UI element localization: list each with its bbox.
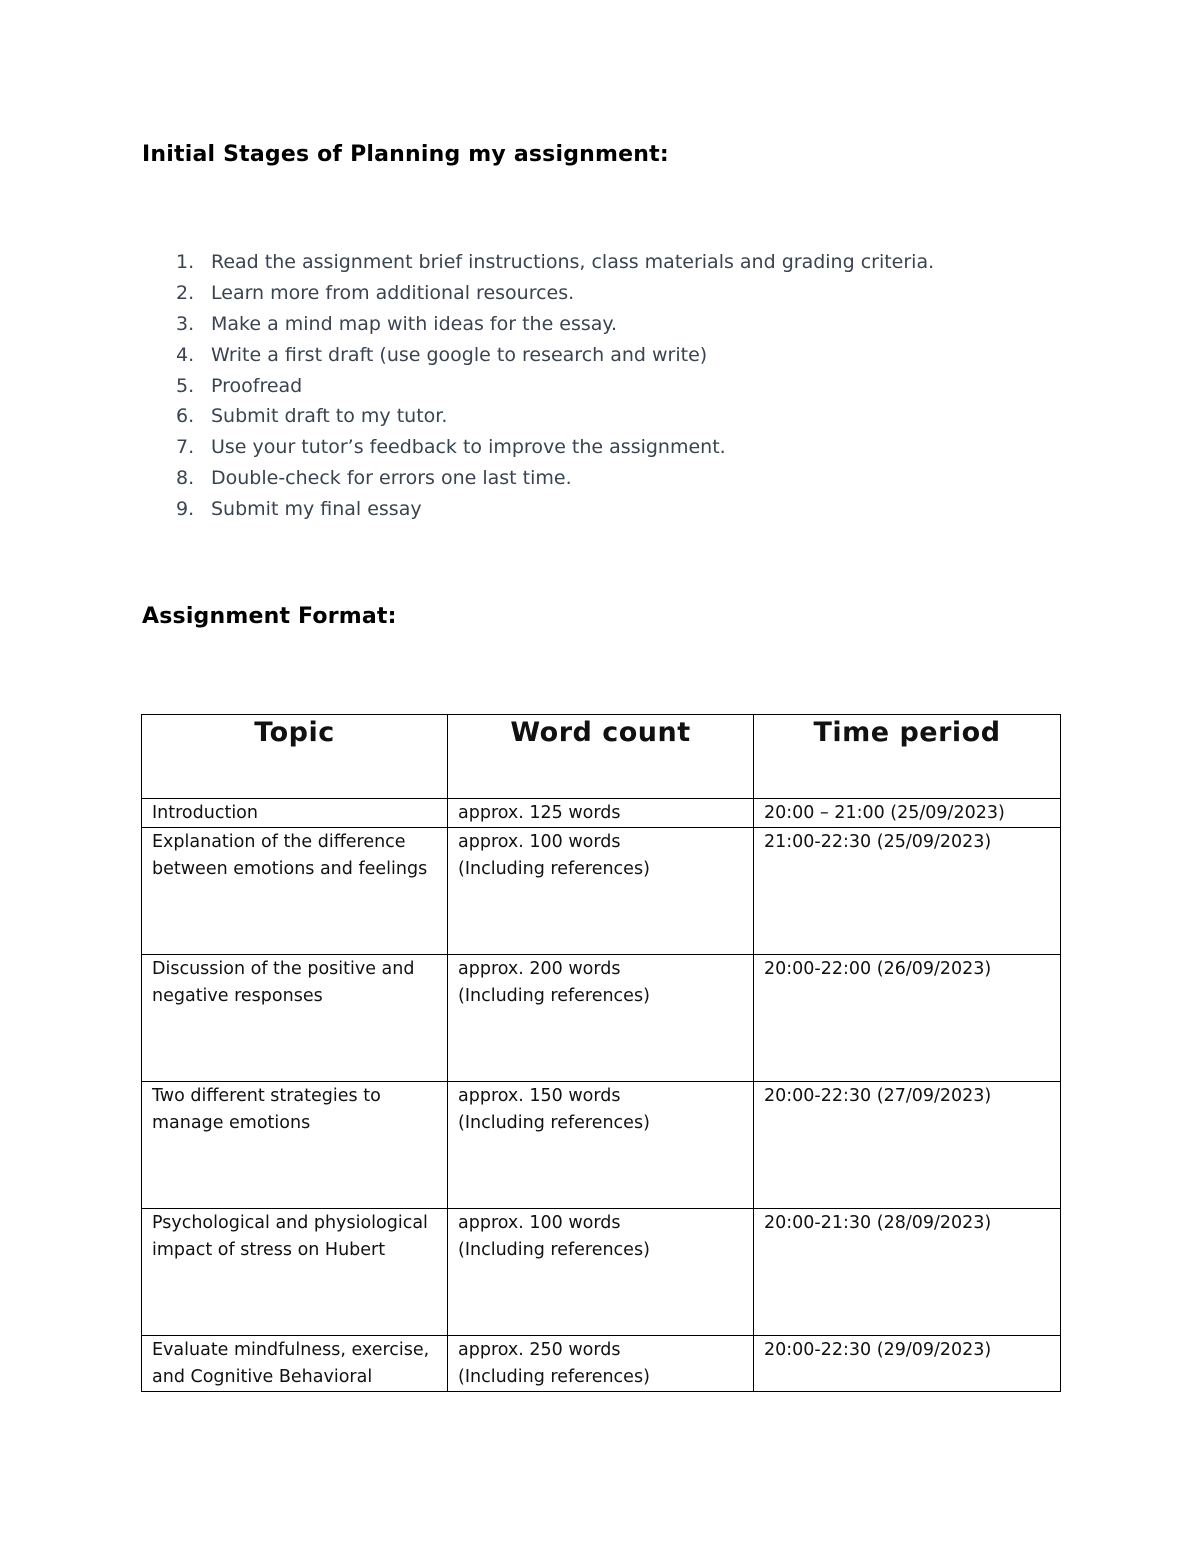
list-item: 3. Make a mind map with ideas for the essay. [176,312,618,335]
time-period-cell: 20:00 – 21:00 (25/09/2023) [754,799,1061,828]
list-item: 6. Submit draft to my tutor. [176,405,448,428]
time-period-cell: 20:00-22:30 (29/09/2023) [754,1336,1061,1392]
word-count-cell: approx. 125 words [448,799,754,828]
table-row [142,1082,1061,1209]
topic-cell: Explanation of the difference between emotions and feelings [142,828,448,955]
list-item: 5. Proofread [176,374,303,397]
list-item: 9. Submit my final essay [176,498,422,521]
word-count-cell: approx. 100 words (Including references) [448,1209,754,1336]
column-header-time-period: Time period [754,715,1061,799]
topic-cell: Evaluate mindfulness, exercise, and Cognitive Behavioral [142,1336,448,1392]
list-item: 2. Learn more from additional resources. [176,281,575,304]
table-header-row [142,715,1061,799]
time-period-cell: 20:00-22:00 (26/09/2023) [754,955,1061,1082]
time-period-cell: 20:00-22:30 (27/09/2023) [754,1082,1061,1209]
table-row [142,799,1061,828]
word-count-cell: approx. 200 words (Including references) [448,955,754,1082]
list-item: 8. Double-check for errors one last time. [176,467,572,490]
topic-cell: Introduction [142,799,448,828]
list-item: 1. Read the assignment brief instructions, class materials and grading criteria. [176,251,935,273]
table-row [142,1209,1061,1336]
word-count-cell: approx. 100 words (Including references) [448,828,754,955]
topic-cell: Discussion of the positive and negative responses [142,955,448,1082]
format-heading: Assignment Format: [142,604,397,629]
planning-heading: Initial Stages of Planning my assignment: [142,142,669,167]
time-period-cell: 20:00-21:30 (28/09/2023) [754,1209,1061,1336]
planning-steps-list [170,247,934,525]
assignment-format-table [141,714,1061,1392]
word-count-cell: approx. 150 words (Including references) [448,1082,754,1209]
column-header-word-count: Word count [448,715,754,799]
list-item: 4. Write a first draft (use google to research and write) [176,343,708,366]
topic-cell: Psychological and physiological impact of stress on Hubert [142,1209,448,1336]
table-row [142,955,1061,1082]
word-count-cell: approx. 250 words (Including references) [448,1336,754,1392]
table-row [142,1336,1061,1392]
time-period-cell: 21:00-22:30 (25/09/2023) [754,828,1061,955]
list-item: 7. Use your tutor’s feedback to improve the assignment. [176,436,726,459]
topic-cell: Two different strategies to manage emotions [142,1082,448,1209]
table-row [142,828,1061,955]
column-header-topic: Topic [142,715,448,799]
